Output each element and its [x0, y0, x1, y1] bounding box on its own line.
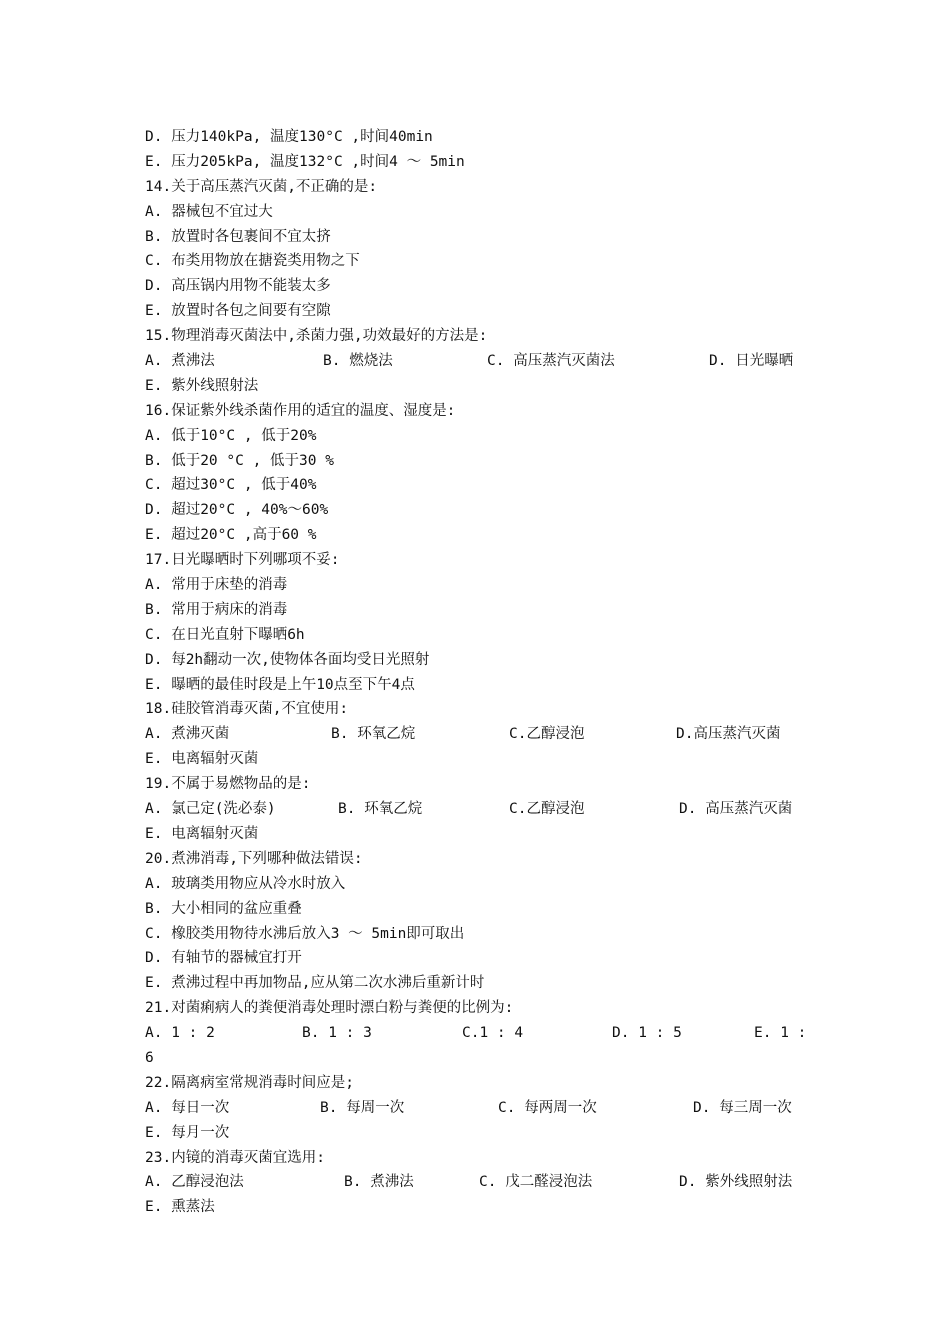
option-line: C. 橡胶类用物待水沸后放入3 ～ 5min即可取出: [145, 925, 465, 942]
option-b: B. 环氧乙烷: [338, 801, 423, 818]
option-line: B. 放置时各包裹间不宜太挤: [145, 228, 331, 245]
option-b: B. 每周一次: [320, 1099, 405, 1116]
option-line: E. 电离辐射灭菌: [145, 825, 259, 842]
option-b: B. 煮沸法: [344, 1174, 414, 1191]
question-stem: 17.日光曝晒时下列哪项不妥:: [145, 552, 340, 569]
option-line: E. 煮沸过程中再加物品,应从第二次水沸后重新计时: [145, 975, 485, 992]
option-line: A. 玻璃类用物应从冷水时放入: [145, 875, 346, 892]
option-c: C. 戊二醛浸泡法: [479, 1174, 593, 1191]
option-line: D. 高压锅内用物不能装太多: [145, 278, 331, 295]
option-a: A. 1 : 2: [145, 1025, 215, 1042]
question-stem: 14.关于高压蒸汽灭菌,不正确的是:: [145, 178, 378, 195]
question-list: [145, 125, 810, 1220]
option-a: A. 乙醇浸泡法: [145, 1174, 244, 1191]
question-stem: 22.隔离病室常规消毒时间应是;: [145, 1074, 354, 1091]
option-b: B. 环氧乙烷: [331, 726, 416, 743]
option-line: E. 曝晒的最佳时段是上午10点至下午4点: [145, 676, 415, 693]
option-line: B. 常用于病床的消毒: [145, 601, 288, 618]
option-line: C. 布类用物放在搪瓷类用物之下: [145, 253, 360, 270]
option-b: B. 燃烧法: [323, 353, 393, 370]
option-c: C.1 : 4: [462, 1025, 524, 1042]
option-c: C.乙醇浸泡: [509, 801, 585, 818]
question-stem: 19.不属于易燃物品的是:: [145, 776, 311, 793]
option-row: [145, 1096, 810, 1121]
question-stem: 20.煮沸消毒,下列哪种做法错误:: [145, 850, 363, 867]
option-row: [145, 722, 810, 747]
option-line: D. 超过20°C , 40%～60%: [145, 502, 329, 519]
option-a: A. 煮沸法: [145, 353, 215, 370]
option-d: D. 高压蒸汽灭菌: [679, 801, 793, 818]
option-line: A. 低于10°C , 低于20%: [145, 427, 317, 444]
question-stem: 23.内镜的消毒灭菌宜选用:: [145, 1149, 325, 1166]
option-c: C. 每两周一次: [498, 1099, 597, 1116]
option-e: E. 1 :: [754, 1025, 807, 1042]
question-stem: 15.物理消毒灭菌法中,杀菌力强,功效最好的方法是:: [145, 328, 488, 345]
option-line: A. 常用于床垫的消毒: [145, 577, 288, 594]
option-d: D.高压蒸汽灭菌: [676, 726, 781, 743]
option-row: [145, 797, 810, 822]
option-row: [145, 1021, 810, 1046]
option-line: E. 压力205kPa, 温度132°C ,时间4 ～ 5min: [145, 153, 465, 170]
option-line: B. 低于20 °C , 低于30 %: [145, 452, 334, 469]
option-line: C. 在日光直射下曝晒6h: [145, 626, 305, 643]
option-line: B. 大小相同的盆应重叠: [145, 900, 302, 917]
option-row: [145, 1170, 810, 1195]
option-c: C.乙醇浸泡: [509, 726, 585, 743]
option-b: B. 1 : 3: [302, 1025, 372, 1042]
option-line: E. 熏蒸法: [145, 1199, 215, 1216]
option-line: D. 压力140kPa, 温度130°C ,时间40min: [145, 129, 433, 145]
option-line: C. 超过30°C , 低于40%: [145, 477, 317, 494]
option-line: E. 放置时各包之间要有空隙: [145, 303, 331, 320]
option-a: A. 每日一次: [145, 1099, 230, 1116]
option-c: C. 高压蒸汽灭菌法: [487, 353, 615, 370]
option-line: E. 每月一次: [145, 1124, 230, 1141]
option-line: D. 每2h翻动一次,使物体各面均受日光照射: [145, 651, 430, 668]
question-stem: 18.硅胶管消毒灭菌,不宜使用:: [145, 701, 349, 718]
option-d: D. 1 : 5: [612, 1025, 682, 1042]
option-row: [145, 349, 810, 374]
option-a: A. 煮沸灭菌: [145, 726, 230, 743]
option-line: E. 超过20°C ,高于60 %: [145, 527, 317, 544]
option-d: D. 日光曝晒: [709, 353, 794, 370]
option-line: E. 电离辐射灭菌: [145, 751, 259, 768]
option-d: D. 每三周一次: [693, 1099, 792, 1116]
option-line: E. 紫外线照射法: [145, 377, 259, 394]
option-line: A. 器械包不宜过大: [145, 203, 273, 220]
option-line: 6: [145, 1049, 154, 1066]
question-stem: 21.对菌痢病人的粪便消毒处理时漂白粉与粪便的比例为:: [145, 1000, 514, 1017]
option-d: D. 紫外线照射法: [679, 1174, 793, 1191]
question-stem: 16.保证紫外线杀菌作用的适宜的温度、湿度是:: [145, 402, 456, 419]
option-a: A. 氯己定(洗必泰): [145, 801, 276, 818]
option-line: D. 有轴节的器械宜打开: [145, 950, 302, 967]
